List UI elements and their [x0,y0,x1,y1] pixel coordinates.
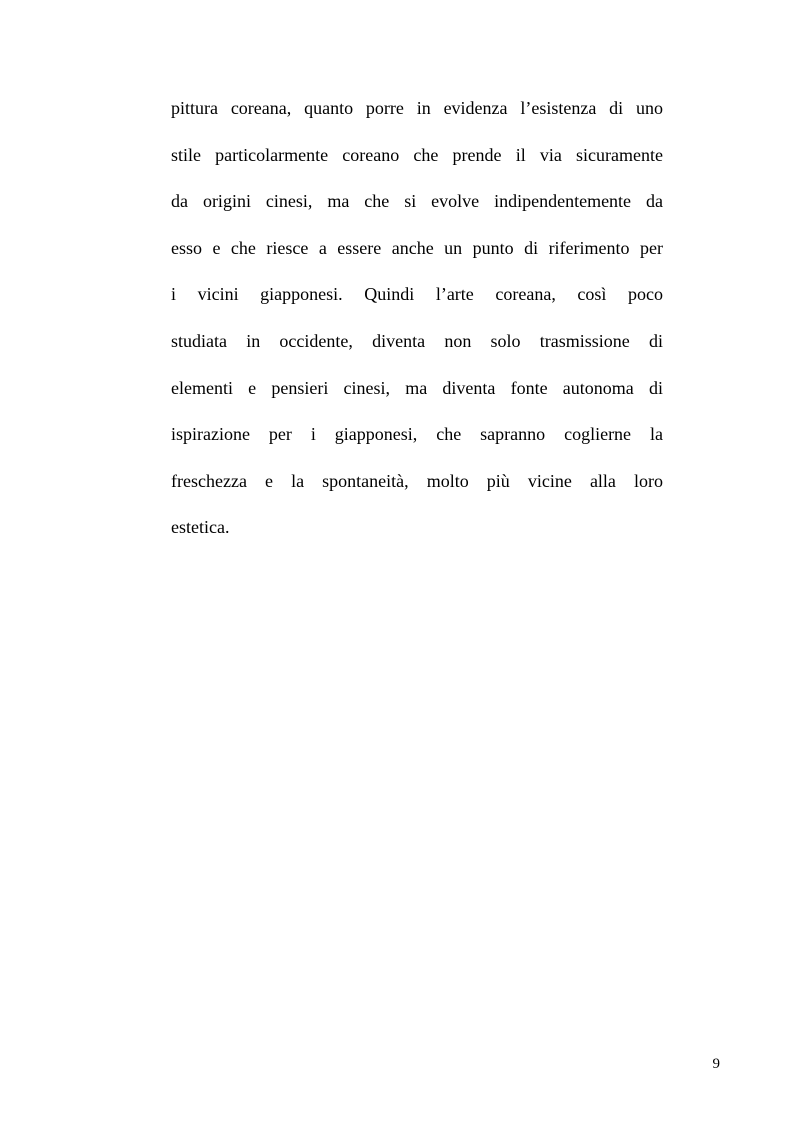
text-line: da origini cinesi, ma che si evolve indipendentemente da [171,191,663,212]
text-line: studiata in occidente, diventa non solo trasmissione di [171,330,663,351]
text-line: estetica. [171,517,230,538]
text-line: elementi e pensieri cinesi, ma diventa fonte autonoma di [171,377,663,398]
page-number: 9 [712,1056,720,1072]
text-line: ispirazione per i giapponesi, che sapranno coglierne la [171,424,663,445]
paragraph [171,93,663,559]
text-line: i vicini giapponesi. Quindi l’arte coreana, così poco [171,284,663,305]
text-line: esso e che riesce a essere anche un punto di riferimento per [171,237,663,258]
text-line: stile particolarmente coreano che prende il via sicuramente [171,144,663,165]
text-line: freschezza e la spontaneità, molto più vicine alla loro [171,470,663,491]
text-line: pittura coreana, quanto porre in evidenza l’esistenza di uno [171,98,663,118]
